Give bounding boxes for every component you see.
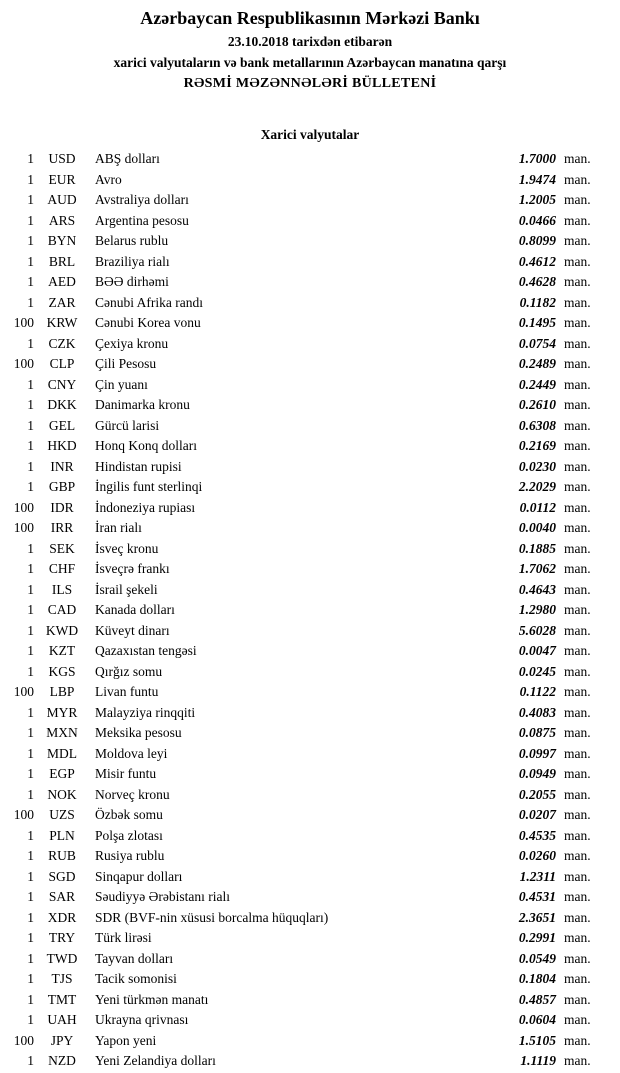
currency-name: SDR (BVF-nin xüsusi borcalma hüquqları) [95,909,329,925]
currency-code: GBP [48,479,76,494]
currency-name: Rusiya rublu [95,848,165,863]
currency-quantity: 1 [27,930,34,945]
currency-quantity: 1 [27,458,34,474]
currency-unit: man. [564,212,591,228]
currency-row [0,334,620,355]
currency-rate: 5.6028 [518,622,556,638]
currency-row [0,600,620,621]
currency-name: Argentina pesosu [95,212,189,228]
currency-unit: man. [564,766,591,781]
currency-quantity: 1 [27,212,34,228]
currency-row [0,744,620,765]
currency-name: Polşa zlotası [95,827,163,843]
currency-row [0,518,620,539]
currency-name: Qırğız somu [95,663,163,679]
currency-name: ABŞ dolları [95,151,160,166]
currency-code: TRY [48,930,76,945]
currency-unit: man. [564,704,591,720]
currency-quantity: 1 [27,725,34,740]
currency-unit: man. [564,930,591,945]
currency-rate: 0.0207 [518,807,556,822]
currency-unit: man. [564,417,591,433]
currency-unit: man. [564,499,591,515]
currency-unit: man. [564,171,591,187]
currency-unit: man. [564,540,591,556]
currency-quantity: 100 [13,520,34,535]
bank-name-title: Azərbaycan Respublikasının Mərkəzi Bankı [140,8,480,28]
currency-code: HKD [47,438,77,453]
currency-rate: 1.7062 [518,561,556,576]
currency-name: Yapon yeni [95,1032,157,1048]
currency-unit: man. [564,438,591,453]
currency-code: KWD [45,622,79,638]
currency-unit: man. [564,663,591,679]
currency-rate: 0.0997 [518,745,556,761]
currency-row [0,1010,620,1031]
currency-table [0,149,620,1072]
currency-row [0,867,620,888]
currency-code: XDR [47,909,77,925]
currency-name: İsveçrə frankı [95,561,170,576]
currency-row [0,805,620,826]
currency-row [0,1051,620,1072]
currency-row [0,436,620,457]
currency-row [0,498,620,519]
currency-row [0,621,620,642]
currency-name: Sinqapur dolları [95,868,183,884]
currency-row [0,641,620,662]
currency-quantity: 100 [13,315,34,330]
currency-quantity: 1 [27,479,34,494]
currency-quantity: 1 [27,540,34,556]
currency-rate: 1.2005 [518,192,556,207]
currency-unit: man. [564,725,591,740]
currency-quantity: 1 [27,622,34,638]
currency-rate: 0.2489 [518,356,556,371]
currency-name: Hindistan rupisi [95,458,182,474]
currency-rate: 0.0549 [518,950,556,966]
currency-rate: 0.1885 [518,540,556,556]
currency-row [0,477,620,498]
currency-quantity: 1 [27,294,34,310]
currency-quantity: 1 [27,602,34,617]
currency-quantity: 1 [27,233,34,248]
currency-unit: man. [564,1012,591,1027]
currency-rate: 0.0260 [518,848,556,863]
currency-code: BRL [48,253,76,269]
currency-name: Danimarka kronu [95,397,190,412]
currency-row [0,703,620,724]
currency-code: LBP [49,684,75,699]
currency-quantity: 1 [27,848,34,863]
currency-quantity: 1 [27,950,34,966]
currency-unit: man. [564,807,591,822]
currency-name: Küveyt dinarı [95,622,170,638]
currency-rate: 0.0466 [518,212,556,228]
currency-quantity: 1 [27,151,34,166]
currency-rate: 0.4531 [518,889,556,904]
currency-rate: 0.0040 [518,520,556,535]
currency-unit: man. [564,745,591,761]
currency-row [0,764,620,785]
currency-quantity: 1 [27,253,34,269]
currency-row [0,785,620,806]
currency-unit: man. [564,397,591,412]
currency-code: AED [48,274,76,289]
currency-quantity: 1 [27,192,34,207]
currency-quantity: 1 [27,274,34,289]
currency-rate: 1.9474 [518,171,556,187]
currency-name: İran rialı [95,520,142,535]
currency-row [0,375,620,396]
currency-unit: man. [564,991,591,1007]
currency-rate: 0.1182 [519,294,556,310]
currency-name: Norveç kronu [95,786,170,802]
currency-rate: 0.8099 [518,233,556,248]
currency-code: AUD [47,192,77,207]
currency-code: INR [50,458,74,474]
currency-row [0,354,620,375]
currency-code: USD [48,151,76,166]
currency-row [0,662,620,683]
currency-quantity: 1 [27,786,34,802]
currency-name: Moldova leyi [95,745,168,761]
currency-row [0,457,620,478]
currency-name: Tayvan dolları [95,950,174,966]
currency-row [0,949,620,970]
currency-rate: 1.2311 [519,868,556,884]
currency-name: İngilis funt sterlinqi [95,479,203,494]
currency-rate: 0.0604 [518,1012,556,1027]
currency-quantity: 100 [13,807,34,822]
currency-unit: man. [564,479,591,494]
currency-unit: man. [564,520,591,535]
currency-name: Malayziya rinqqiti [95,704,196,720]
currency-quantity: 1 [27,704,34,720]
currency-quantity: 1 [27,663,34,679]
currency-rate: 1.2980 [518,602,556,617]
currency-name: Ukrayna qrivnası [95,1012,189,1027]
currency-unit: man. [564,950,591,966]
currency-unit: man. [564,827,591,843]
currency-rate: 0.4083 [518,704,556,720]
currency-code: UZS [49,807,75,822]
currency-code: ARS [48,212,76,228]
currency-name: Misir funtu [95,766,157,781]
currency-quantity: 1 [27,438,34,453]
currency-name: Gürcü larisi [95,417,160,433]
currency-row [0,969,620,990]
currency-row [0,539,620,560]
currency-name: Özbək somu [95,807,163,822]
currency-rate: 0.2055 [518,786,556,802]
currency-rate: 0.0949 [518,766,556,781]
currency-unit: man. [564,909,591,925]
currency-rate: 0.0245 [518,663,556,679]
currency-code: NZD [48,1053,76,1068]
currency-rate: 0.4612 [518,253,556,269]
currency-unit: man. [564,889,591,904]
currency-unit: man. [564,376,591,392]
currency-code: JPY [50,1032,74,1048]
currency-quantity: 1 [27,1012,34,1027]
currency-code: BYN [47,233,77,248]
currency-rate: 0.1804 [518,971,556,986]
currency-unit: man. [564,253,591,269]
currency-quantity: 1 [27,335,34,351]
currency-rate: 0.0875 [518,725,556,740]
currency-row [0,272,620,293]
currency-code: ZAR [48,294,76,310]
currency-rate: 0.2169 [518,438,556,453]
currency-rate: 0.1122 [519,684,556,699]
currency-row [0,252,620,273]
currency-unit: man. [564,643,591,658]
currency-name: İsveç kronu [95,540,159,556]
currency-name: Cənubi Korea vonu [95,315,201,330]
currency-rate: 0.4535 [518,827,556,843]
currency-row [0,211,620,232]
currency-code: SAR [48,889,76,904]
currency-unit: man. [564,786,591,802]
currency-quantity: 100 [13,1032,34,1048]
currency-quantity: 1 [27,417,34,433]
currency-row [0,990,620,1011]
currency-row [0,395,620,416]
currency-row [0,682,620,703]
currency-code: DKK [47,397,77,412]
currency-code: MYR [46,704,78,720]
currency-unit: man. [564,622,591,638]
currency-rate: 0.0047 [518,643,556,658]
currency-rate: 0.2610 [518,397,556,412]
currency-quantity: 1 [27,766,34,781]
currency-unit: man. [564,602,591,617]
currency-name: Avstraliya dolları [95,192,189,207]
currency-unit: man. [564,294,591,310]
currency-code: KRW [46,315,78,330]
currency-code: TMT [47,991,77,1007]
currency-name: Yeni türkmən manatı [95,991,209,1007]
currency-name: Türk lirəsi [95,930,152,945]
currency-code: CAD [47,602,77,617]
currency-quantity: 1 [27,1053,34,1068]
currency-row [0,559,620,580]
currency-name: Cənubi Afrika randı [95,294,203,310]
currency-rate: 0.0112 [519,499,556,515]
currency-code: TWD [46,950,78,966]
currency-name: Meksika pesosu [95,725,182,740]
currency-code: ILS [51,581,73,597]
subject-line: xarici valyutaların və bank metallarının Azərbaycan manatına qarşı [113,55,507,70]
currency-code: RUB [48,848,76,863]
currency-unit: man. [564,971,591,986]
currency-row [0,1031,620,1052]
currency-unit: man. [564,233,591,248]
currency-unit: man. [564,684,591,699]
currency-quantity: 100 [13,356,34,371]
currency-rate: 2.3651 [518,909,556,925]
currency-code: CLP [49,356,75,371]
currency-row [0,149,620,170]
currency-rate: 0.6308 [518,417,556,433]
currency-rate: 0.4643 [518,581,556,597]
currency-unit: man. [564,458,591,474]
currency-rate: 1.1119 [520,1053,556,1068]
effective-date-line: 23.10.2018 tarixdən etibarən [227,34,393,49]
currency-name: Çin yuanı [95,376,148,392]
currency-code: IRR [50,520,74,535]
currency-row [0,846,620,867]
currency-row [0,313,620,334]
currency-code: EUR [48,171,76,187]
currency-rate: 0.0754 [518,335,556,351]
currency-name: BƏƏ dirhəmi [95,274,169,289]
currency-row [0,170,620,191]
currency-code: EGP [49,766,75,781]
currency-quantity: 100 [13,499,34,515]
currency-name: Səudiyyə Ərəbistanı rialı [95,889,230,904]
currency-code: PLN [49,827,75,843]
currency-quantity: 1 [27,745,34,761]
currency-quantity: 1 [27,171,34,187]
currency-quantity: 1 [27,889,34,904]
currency-quantity: 1 [27,991,34,1007]
currency-name: Belarus rublu [95,233,169,248]
currency-quantity: 1 [27,827,34,843]
currency-name: Avro [95,171,122,187]
currency-row [0,887,620,908]
currency-name: Çili Pesosu [95,356,157,371]
currency-quantity: 1 [27,561,34,576]
currency-name: Kanada dolları [95,602,175,617]
currency-quantity: 1 [27,581,34,597]
currency-code: GEL [48,417,76,433]
currency-code: MXN [46,725,78,740]
currency-rate: 0.2449 [518,376,556,392]
currency-unit: man. [564,335,591,351]
currency-row [0,231,620,252]
currency-quantity: 1 [27,909,34,925]
currency-quantity: 1 [27,376,34,392]
currency-rate: 1.5105 [518,1032,556,1048]
currency-code: MDL [47,745,77,761]
currency-rate: 0.4628 [518,274,556,289]
currency-name: Çexiya kronu [95,335,169,351]
currency-unit: man. [564,848,591,863]
currency-row [0,826,620,847]
currency-row [0,416,620,437]
currency-code: KZT [48,643,76,658]
currency-row [0,928,620,949]
currency-rate: 0.0230 [518,458,556,474]
currency-name: Braziliya rialı [95,253,170,269]
currency-unit: man. [564,315,591,330]
currency-row [0,908,620,929]
currency-unit: man. [564,151,591,166]
currency-code: TJS [51,971,73,986]
currency-row [0,580,620,601]
currency-code: CNY [47,376,77,392]
currency-code: KGS [48,663,76,679]
currency-name: Honq Konq dolları [95,438,197,453]
currency-rate: 1.7000 [518,151,556,166]
currency-rate: 0.1495 [518,315,556,330]
currency-name: İsrail şekeli [95,581,158,597]
currency-name: Livan funtu [95,684,159,699]
currency-code: SEK [49,540,75,556]
currency-name: İndoneziya rupiası [95,499,196,515]
currency-name: Qazaxıstan tengəsi [95,643,197,658]
currency-rate: 0.4857 [518,991,556,1007]
currency-unit: man. [564,581,591,597]
currency-unit: man. [564,1053,591,1068]
currency-unit: man. [564,192,591,207]
currency-code: CZK [48,335,76,351]
currency-unit: man. [564,561,591,576]
currency-quantity: 100 [13,684,34,699]
currency-code: SGD [48,868,76,884]
currency-rate: 2.2029 [518,479,556,494]
currency-row [0,190,620,211]
currency-quantity: 1 [27,868,34,884]
currency-rate: 0.2991 [518,930,556,945]
currency-unit: man. [564,868,591,884]
bulletin-title: RƏSMİ MƏZƏNNƏLƏRİ BÜLLETENİ [183,76,437,91]
currency-quantity: 1 [27,643,34,658]
section-title-foreign-currencies: Xarici valyutalar [260,127,360,142]
currency-code: CHF [48,561,76,576]
currency-row [0,293,620,314]
currency-code: NOK [47,786,77,802]
currency-code: UAH [47,1012,77,1027]
currency-row [0,723,620,744]
currency-quantity: 1 [27,397,34,412]
currency-unit: man. [564,274,591,289]
currency-name: Tacik somonisi [95,971,177,986]
currency-unit: man. [564,356,591,371]
currency-name: Yeni Zelandiya dolları [95,1053,216,1068]
currency-unit: man. [564,1032,591,1048]
currency-quantity: 1 [27,971,34,986]
currency-code: IDR [50,499,74,515]
